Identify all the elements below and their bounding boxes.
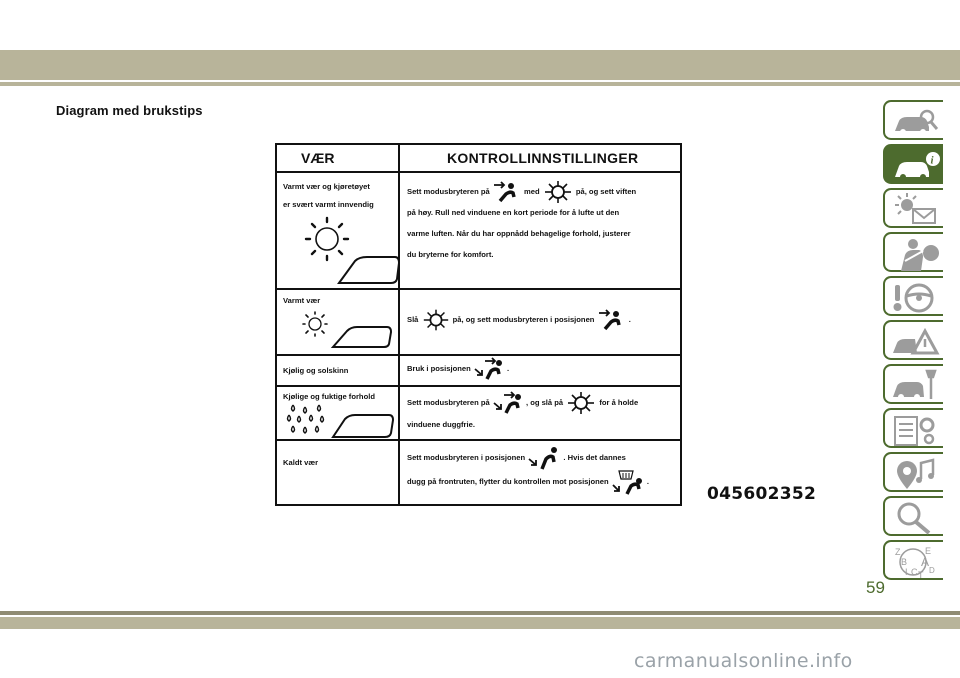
- settings-text: Sett modusbryteren i posisjonen: [407, 453, 526, 462]
- ac-snowflake-icon: [421, 309, 451, 331]
- row-divider: [277, 439, 680, 441]
- index-letter: A: [921, 555, 930, 569]
- mode-panel-icon: [492, 181, 522, 203]
- row-divider: [277, 288, 680, 290]
- magnifier-icon: [891, 501, 941, 535]
- weather-cool-sunny: Kjølig og solskinn: [283, 366, 349, 375]
- car-search-icon: [891, 105, 941, 139]
- ac-snowflake-icon: [542, 181, 574, 203]
- tab-search[interactable]: [883, 496, 943, 536]
- weather-line: Varmt vær og kjøretøyet: [283, 182, 370, 191]
- ac-snowflake-icon: [565, 392, 597, 414]
- settings-text: .: [506, 364, 510, 373]
- column-divider: [398, 145, 400, 504]
- bottom-band: [0, 617, 960, 629]
- tab-car-search[interactable]: [883, 100, 943, 140]
- navigation-music-icon: [891, 457, 941, 491]
- settings-text: du bryterne for komfort.: [407, 250, 494, 259]
- tab-warning-lights[interactable]: [883, 188, 943, 228]
- tab-car-info[interactable]: [883, 144, 943, 184]
- index-letter: B: [901, 557, 908, 567]
- row-divider: [277, 354, 680, 356]
- raindrops-car-icon: [285, 403, 395, 439]
- mode-panel-icon: [597, 309, 627, 331]
- usage-tips-table: [275, 143, 682, 506]
- index-letter: C: [911, 567, 918, 577]
- header-weather: VÆR: [301, 150, 335, 166]
- index-letter: Z: [895, 547, 901, 557]
- tab-maintenance[interactable]: [883, 364, 943, 404]
- weather-line: er svært varmt innvendig: [283, 200, 374, 209]
- bottom-band-line: [0, 611, 960, 615]
- svg-text:i: i: [930, 154, 934, 167]
- settings-text: , og slå på: [525, 398, 564, 407]
- alphabet-index-icon: [891, 545, 941, 579]
- tab-emergency[interactable]: [883, 320, 943, 360]
- weather-cool-humid: Kjølige og fuktige forhold: [283, 392, 375, 401]
- settings-hot-interior: [407, 181, 677, 265]
- page-number: 59: [866, 578, 885, 597]
- settings-text: dugg på frontruten, flytter du kontrollen mot posisjonen: [407, 477, 609, 486]
- car-info-icon: [891, 149, 941, 183]
- settings-text: på høy. Rull ned vinduene en kort periode for å lufte ut den: [407, 208, 620, 217]
- weather-hot-interior: [283, 179, 374, 212]
- settings-text: Slå: [407, 315, 419, 324]
- tab-technical-specs[interactable]: [883, 408, 943, 448]
- settings-text: for å holde: [599, 398, 639, 407]
- index-letter: I: [905, 567, 908, 577]
- floor-mode-icon: [527, 445, 561, 471]
- tab-starting-driving[interactable]: [883, 276, 943, 316]
- settings-cold: [407, 445, 682, 493]
- steering-wheel-icon: [891, 281, 941, 315]
- settings-warm: [407, 309, 631, 331]
- airbag-person-icon: [891, 237, 941, 271]
- chapter-tabs: [883, 100, 943, 584]
- settings-text: på, og sett viften: [575, 187, 637, 196]
- top-band-line: [0, 82, 960, 86]
- index-letter: T: [918, 570, 924, 579]
- header-control-settings: KONTROLLINNSTILLINGER: [447, 150, 639, 166]
- index-letter: D: [929, 566, 935, 575]
- car-warning-triangle-icon: [891, 325, 941, 359]
- settings-text: Sett modusbryteren på: [407, 398, 490, 407]
- tab-safety[interactable]: [883, 232, 943, 272]
- bi-level-mode-icon: [473, 357, 505, 381]
- weather-cold: Kaldt vær: [283, 458, 319, 467]
- settings-cool-humid: [407, 391, 677, 435]
- watermark: carmanualsonline.info: [634, 650, 853, 672]
- settings-text: Bruk i posisjonen: [407, 364, 471, 373]
- settings-text: varme luften. Når du har oppnådd behagelige forhold, justerer: [407, 229, 631, 238]
- small-sun-car-icon: [297, 309, 393, 349]
- settings-text: vinduene duggfrie.: [407, 420, 475, 429]
- settings-text: på, og sett modusbryteren i posisjonen: [452, 315, 595, 324]
- table-header: [277, 145, 680, 173]
- defrost-floor-mode-icon: [611, 469, 645, 495]
- settings-text: med: [523, 187, 540, 196]
- settings-text: . Hvis det dannes: [563, 453, 626, 462]
- section-title: Diagram med brukstips: [56, 103, 203, 118]
- row-divider: [277, 385, 680, 387]
- index-letter: E: [925, 546, 932, 556]
- list-gear-icon: [891, 413, 941, 447]
- weather-warm: Varmt vær: [283, 296, 321, 305]
- warning-light-mail-icon: [891, 193, 941, 227]
- settings-text: .: [628, 315, 631, 324]
- settings-text: .: [646, 477, 650, 486]
- car-wrench-icon: [891, 369, 941, 403]
- bi-level-mode-icon: [492, 391, 524, 415]
- top-band: [0, 50, 960, 80]
- settings-cool-sunny: [407, 357, 509, 381]
- tab-multimedia[interactable]: [883, 452, 943, 492]
- figure-code: 045602352: [707, 484, 817, 504]
- tab-alphabetical-index[interactable]: [883, 540, 943, 580]
- settings-text: Sett modusbryteren på: [407, 187, 490, 196]
- sun-car-icon: [299, 215, 399, 287]
